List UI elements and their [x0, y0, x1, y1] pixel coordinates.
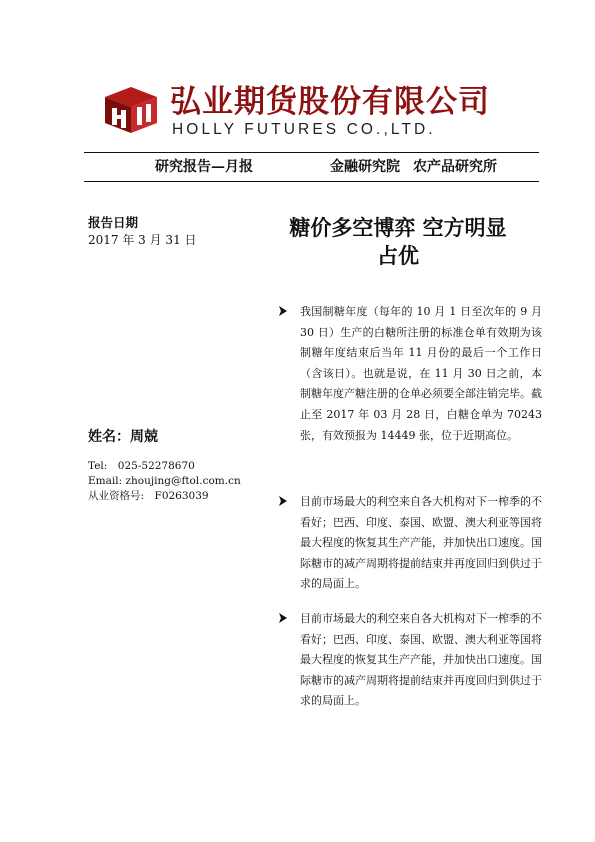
report-type: 研究报告—月报: [155, 159, 253, 175]
author-tel: Tel: 025-52278670: [88, 460, 195, 472]
author-name: 姓名：周兢: [88, 429, 158, 445]
department-name: 农产品研究所: [413, 159, 497, 175]
author-email: Email: zhoujing@ftol.com.cn: [88, 475, 241, 487]
arrow-bullet-icon: [278, 612, 288, 627]
header-bottom-rule: [84, 181, 539, 182]
arrow-bullet-icon: [278, 495, 288, 510]
company-logo-icon: [101, 83, 161, 135]
report-title: [268, 214, 528, 270]
report-date-value: 2017 年 3 月 31 日: [88, 233, 197, 247]
author-license: 从业资格号: F0263039: [88, 490, 209, 502]
bullet-paragraph: 目前市场最大的利空来自各大机构对下一榨季的不看好；巴西、印度、泰国、欧盟、澳大利亚等国将最大程度的恢复其生产产能，并加快出口速度。国际糖市的减产周期将提前结束并再度回归到供过于求的局面上。: [300, 495, 542, 591]
report-title-line-2: 占优: [377, 243, 419, 268]
bullet-paragraph: 目前市场最大的利空来自各大机构对下一榨季的不看好；巴西、印度、泰国、欧盟、澳大利亚等国将最大程度的恢复其生产产能，并加快出口速度。国际糖市的减产周期将提前结束并再度回归到供过于求的局面上。: [300, 612, 542, 708]
institute-name: 金融研究院: [330, 159, 400, 175]
arrow-bullet-icon: [278, 305, 288, 320]
bullet-paragraph: 我国制糖年度（每年的 10 月 1 日至次年的 9 月 30 日）生产的白糖所注册的标准仓单有效期为该制糖年度结束后当年 11 月份的最后一个工作日（含该日）。也就是说，在 11 月 30 日之前，本制糖年度产糖注册的仓单必须要全部注销完毕。截止至 2017 年 03 月 28 日，白糖仓单为 70243 张，有效预报为 14449 张，位于近期高位。: [300, 305, 542, 442]
company-name-cn: 弘业期货股份有限公司: [170, 84, 490, 120]
header-top-rule: [84, 152, 539, 153]
report-title-line-1: 糖价多空博弈 空方明显: [289, 215, 507, 240]
report-date-label: 报告日期: [88, 215, 139, 230]
company-name-en: HOLLY FUTURES CO.,LTD.: [172, 121, 436, 138]
